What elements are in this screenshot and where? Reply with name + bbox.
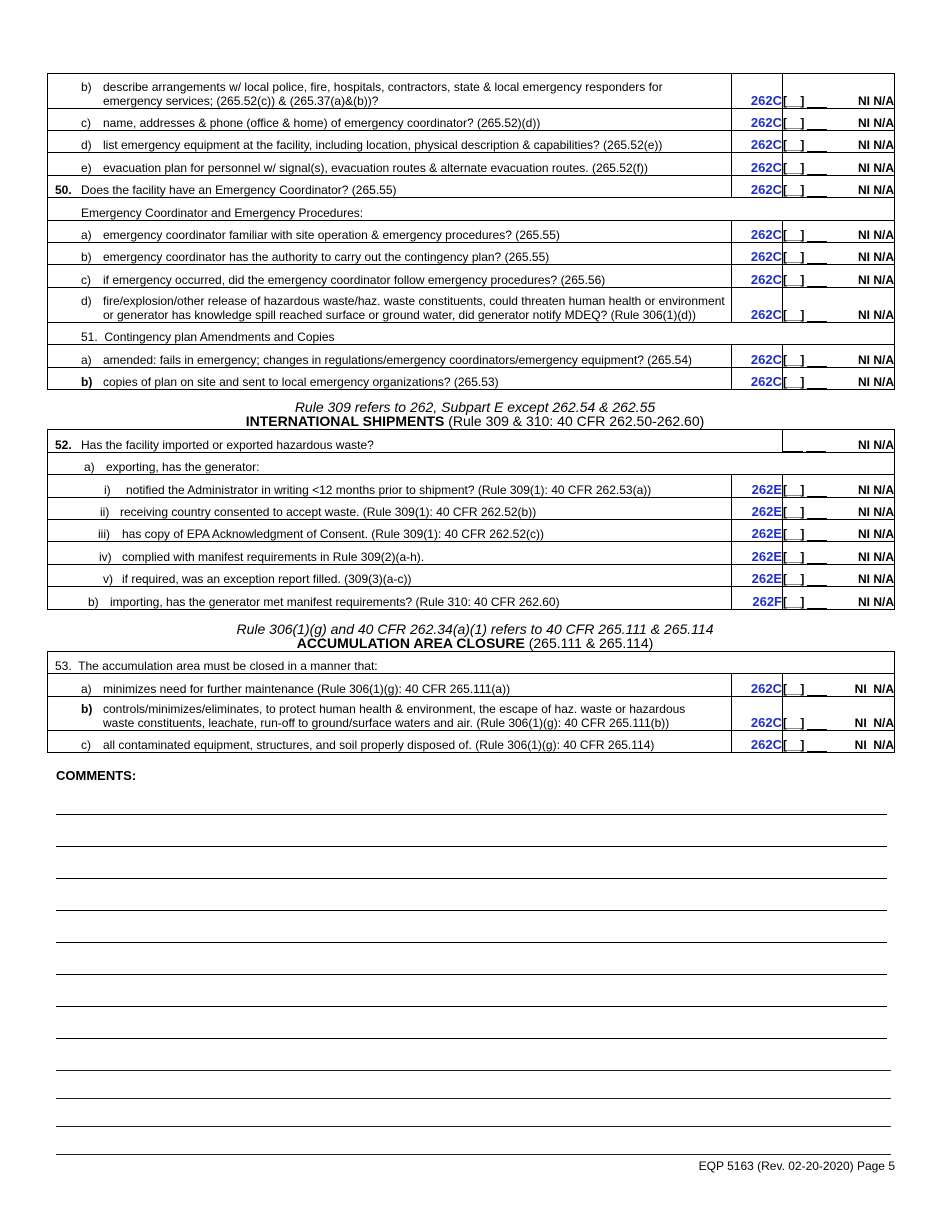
table-row xyxy=(48,265,895,288)
section-title: INTERNATIONAL SHIPMENTS xyxy=(245,413,445,429)
table-row xyxy=(48,109,895,131)
answer-cell[interactable] xyxy=(783,265,895,288)
code-cell: 262E xyxy=(732,498,783,520)
ni-option[interactable]: NI xyxy=(857,375,870,389)
ni-option[interactable]: NI xyxy=(857,505,870,519)
answer-cell[interactable] xyxy=(783,498,895,520)
subsection-heading: Emergency Coordinator and Emergency Procedures: xyxy=(48,198,895,221)
table-row xyxy=(48,453,895,475)
ni-option[interactable]: NI xyxy=(857,438,870,452)
question-text: name, addresses & phone (office & home) of emergency coordinator? (265.52)(d)) xyxy=(103,116,541,130)
question-text: has copy of EPA Acknowledgment of Consent. (Rule 309(1): 40 CFR 262.52(c)) xyxy=(122,527,544,541)
ni-option[interactable]: NI xyxy=(857,572,870,586)
table-row xyxy=(48,731,895,753)
item-label: iv) xyxy=(99,550,112,564)
ni-option[interactable]: NI xyxy=(854,716,867,730)
item-label: e) xyxy=(81,161,92,175)
ni-option[interactable]: NI xyxy=(857,595,870,609)
comments-label: COMMENTS: xyxy=(56,768,137,783)
comment-line[interactable] xyxy=(56,974,887,975)
question-text: all contaminated equipment, structures, and soil properly disposed of. (Rule 306(1)(g): 40 CFR 265.114) xyxy=(103,738,655,752)
na-option[interactable]: N/A xyxy=(873,308,894,322)
section-citation: (265.111 & 265.114) xyxy=(528,635,654,651)
code-cell: 262C xyxy=(732,221,783,243)
ni-option[interactable]: NI xyxy=(857,250,870,264)
question-text: emergency coordinator has the authority to carry out the contingency plan? (265.55) xyxy=(103,250,550,264)
comment-line[interactable] xyxy=(56,942,887,943)
na-option[interactable]: N/A xyxy=(873,375,894,389)
question-text-continued: emergency services; (265.52(c)) & (265.37(a)&(b))? xyxy=(103,94,379,108)
item-label: i) xyxy=(104,483,111,497)
comment-line[interactable] xyxy=(56,1070,891,1071)
checkbox[interactable]: [__] xyxy=(783,572,805,586)
accumulation-closure-table xyxy=(47,651,895,753)
code-cell: 262E xyxy=(732,475,783,498)
question-text: complied with manifest requirements in Rule 309(2)(a-h). xyxy=(122,550,425,564)
ni-option[interactable]: NI xyxy=(857,228,870,242)
item-label: c) xyxy=(81,273,91,287)
answer-cell[interactable] xyxy=(783,288,895,323)
na-option[interactable]: N/A xyxy=(873,353,894,367)
checkbox[interactable]: [__] xyxy=(783,595,805,609)
item-label: b) xyxy=(81,80,92,94)
answer-cell[interactable] xyxy=(783,697,895,731)
checkbox[interactable]: [__] xyxy=(783,308,805,322)
item-label: d) xyxy=(81,138,92,152)
checkbox[interactable]: [__] xyxy=(783,161,805,175)
na-option[interactable]: N/A xyxy=(873,138,894,152)
table-row xyxy=(48,430,895,453)
table-row xyxy=(48,153,895,176)
question-text: The accumulation area must be closed in a manner that: xyxy=(78,659,378,673)
code-cell: 262E xyxy=(732,542,783,565)
table-row xyxy=(48,323,895,345)
item-label: ii) xyxy=(100,505,110,519)
checkbox[interactable]: [__] xyxy=(783,138,805,152)
answer-cell[interactable] xyxy=(783,109,895,131)
code-cell: 262C xyxy=(732,288,783,323)
na-option[interactable]: N/A xyxy=(873,716,894,730)
answer-cell[interactable] xyxy=(783,520,895,542)
question-text: list emergency equipment at the facility, including location, physical description & capabilities? (265.52(e)) xyxy=(103,138,663,152)
na-option[interactable]: N/A xyxy=(873,572,894,586)
table-row xyxy=(48,345,895,368)
comment-line[interactable] xyxy=(56,878,887,879)
ni-option[interactable]: NI xyxy=(854,682,867,696)
table-row xyxy=(48,498,895,520)
item-label: d) xyxy=(81,294,92,308)
code-cell: 262C xyxy=(732,674,783,697)
checkbox[interactable]: [__] xyxy=(783,353,805,367)
answer-cell[interactable] xyxy=(783,176,895,198)
na-option[interactable]: N/A xyxy=(873,438,894,452)
checkbox[interactable]: [__] xyxy=(783,527,805,541)
answer-cell[interactable] xyxy=(783,542,895,565)
checkbox[interactable]: [__] xyxy=(783,682,805,696)
table-row xyxy=(48,697,895,731)
na-option[interactable]: N/A xyxy=(873,550,894,564)
question-text: Has the facility imported or exported hazardous waste? xyxy=(81,438,374,452)
code-cell: 262C xyxy=(732,265,783,288)
checkbox[interactable]: [__] xyxy=(783,273,805,287)
code-cell: 262C xyxy=(732,697,783,731)
table-row xyxy=(48,542,895,565)
checkbox[interactable]: [__] xyxy=(783,375,805,389)
rule-reference: Rule 309 refers to 262, Subpart E except 262.54 & 262.55 xyxy=(294,399,656,415)
table-row xyxy=(48,587,895,610)
international-shipments-heading xyxy=(0,400,950,428)
answer-cell[interactable] xyxy=(783,430,895,453)
question-text: emergency coordinator familiar with site operation & emergency procedures? (265.55) xyxy=(103,228,560,242)
checkbox[interactable]: [__] xyxy=(783,228,805,242)
ni-option[interactable]: NI xyxy=(857,550,870,564)
code-cell: 262C xyxy=(732,243,783,265)
checkbox[interactable]: [__] xyxy=(783,738,805,752)
na-option[interactable]: N/A xyxy=(873,183,894,197)
code-cell: 262F xyxy=(732,587,783,610)
na-option[interactable]: N/A xyxy=(873,250,894,264)
question-text: describe arrangements w/ local police, fire, hospitals, contractors, state & local emergency responders for xyxy=(103,80,663,94)
table-row xyxy=(48,520,895,542)
question-text: exporting, has the generator: xyxy=(106,460,260,474)
item-label: a) xyxy=(84,460,95,474)
item-label: b) xyxy=(81,250,92,264)
ni-option[interactable]: NI xyxy=(857,308,870,322)
yes-blank[interactable] xyxy=(783,441,803,452)
checkbox[interactable]: [__] xyxy=(783,505,805,519)
question-text-continued: waste constituents, leachate, run-off to ground/surface waters and air. (Rule 306(1)(g): 40 CFR 265.111(b)) xyxy=(103,716,670,730)
table-row xyxy=(48,243,895,265)
table-row xyxy=(48,652,895,674)
ni-option[interactable]: NI xyxy=(857,273,870,287)
ni-option[interactable]: NI xyxy=(857,116,870,130)
no-blank[interactable] xyxy=(806,441,826,452)
table-row xyxy=(48,74,895,109)
comment-line[interactable] xyxy=(56,1006,887,1007)
question-number: 51. xyxy=(81,330,98,344)
question-text: amended: fails in emergency; changes in regulations/emergency coordinators/emergency equipment? (265.54) xyxy=(103,353,693,367)
na-option[interactable]: N/A xyxy=(873,527,894,541)
checkbox[interactable]: [__] xyxy=(783,116,805,130)
na-option[interactable]: N/A xyxy=(873,228,894,242)
table-row xyxy=(48,565,895,587)
question-text: importing, has the generator met manifest requirements? (Rule 310: 40 CFR 262.60) xyxy=(110,595,560,609)
question-number: 53. xyxy=(55,659,72,673)
na-option[interactable]: N/A xyxy=(873,483,894,497)
answer-cell[interactable] xyxy=(783,587,895,610)
code-cell: 262E xyxy=(732,520,783,542)
comment-line[interactable] xyxy=(56,1098,891,1099)
code-cell: 262C xyxy=(732,74,783,109)
answer-cell[interactable] xyxy=(783,674,895,697)
table-row xyxy=(48,288,895,323)
ni-option[interactable]: NI xyxy=(857,483,870,497)
checkbox[interactable]: [__] xyxy=(783,183,805,197)
code-cell: 262C xyxy=(732,153,783,176)
na-option[interactable]: N/A xyxy=(873,595,894,609)
item-label: a) xyxy=(81,353,92,367)
ni-option[interactable]: NI xyxy=(857,353,870,367)
question-text: fire/explosion/other release of hazardous waste/haz. waste constituents, could threaten human health or environment xyxy=(103,294,725,308)
checkbox[interactable]: [__] xyxy=(783,716,805,730)
page-footer: EQP 5163 (Rev. 02-20-2020) Page 5 xyxy=(698,1159,895,1173)
emergency-procedures-table xyxy=(47,73,895,390)
ni-option[interactable]: NI xyxy=(857,161,870,175)
code-cell: 262C xyxy=(732,345,783,368)
answer-cell[interactable] xyxy=(783,731,895,753)
accumulation-closure-heading xyxy=(0,622,950,650)
question-text: if required, was an exception report filled. (309(3)(a-c)) xyxy=(122,572,412,586)
rule-reference: Rule 306(1)(g) and 40 CFR 262.34(a)(1) refers to 40 CFR 265.111 & 265.114 xyxy=(236,621,714,637)
na-option[interactable]: N/A xyxy=(873,116,894,130)
answer-cell[interactable] xyxy=(783,74,895,109)
table-row xyxy=(48,221,895,243)
table-row xyxy=(48,674,895,697)
ni-option[interactable]: NI xyxy=(857,183,870,197)
answer-cell[interactable] xyxy=(783,221,895,243)
question-text: Does the facility have an Emergency Coordinator? (265.55) xyxy=(81,183,397,197)
code-cell: 262C xyxy=(732,131,783,153)
question-text-continued: or generator has knowledge spill reached surface or ground water, did generator notify MDEQ? (Rule 306(1)(d)) xyxy=(103,308,696,322)
ni-option[interactable]: NI xyxy=(854,738,867,752)
question-text: notified the Administrator in writing <12 months prior to shipment? (Rule 309(1): 40 CFR 262.53(a)) xyxy=(126,483,652,497)
item-label: b) xyxy=(81,375,93,389)
na-option[interactable]: N/A xyxy=(873,738,894,752)
answer-cell[interactable] xyxy=(783,565,895,587)
question-number: 50. xyxy=(55,183,72,197)
ni-option[interactable]: NI xyxy=(857,138,870,152)
answer-cell[interactable] xyxy=(783,368,895,390)
comment-line[interactable] xyxy=(56,1154,891,1155)
answer-cell[interactable] xyxy=(783,345,895,368)
code-cell: 262E xyxy=(732,565,783,587)
question-text: evacuation plan for personnel w/ signal(s), evacuation routes & alternate evacuation routes. (265.52(f)) xyxy=(103,161,648,175)
code-cell: 262C xyxy=(732,368,783,390)
checkbox[interactable]: [__] xyxy=(783,483,805,497)
international-shipments-table xyxy=(47,429,895,610)
checkbox[interactable]: [__] xyxy=(783,550,805,564)
answer-cell[interactable] xyxy=(783,475,895,498)
answer-cell[interactable] xyxy=(783,153,895,176)
checkbox[interactable]: [__] xyxy=(783,94,805,108)
question-text: receiving country consented to accept waste. (Rule 309(1): 40 CFR 262.52(b)) xyxy=(120,505,537,519)
answer-cell[interactable] xyxy=(783,243,895,265)
code-cell: 262C xyxy=(732,731,783,753)
table-row xyxy=(48,198,895,221)
table-row xyxy=(48,176,895,198)
item-label: c) xyxy=(81,738,91,752)
section-citation: (Rule 309 & 310: 40 CFR 262.50-262.60) xyxy=(448,413,705,429)
item-label: c) xyxy=(81,116,91,130)
table-row xyxy=(48,475,895,498)
item-label: b) xyxy=(88,595,99,609)
item-label: v) xyxy=(103,572,113,586)
question-text: copies of plan on site and sent to local emergency organizations? (265.53) xyxy=(103,375,499,389)
table-row xyxy=(48,368,895,390)
item-label: b) xyxy=(81,702,93,716)
comment-line[interactable] xyxy=(56,1038,887,1039)
item-label: a) xyxy=(81,682,92,696)
question-number: 52. xyxy=(55,438,72,452)
question-text: controls/minimizes/eliminates, to protect human health & environment, the escape of haz. waste or hazardous xyxy=(103,702,686,716)
na-option[interactable]: N/A xyxy=(873,682,894,696)
code-cell: 262C xyxy=(732,109,783,131)
answer-cell[interactable] xyxy=(783,131,895,153)
comment-line[interactable] xyxy=(56,846,887,847)
section-title: ACCUMULATION AREA CLOSURE xyxy=(296,635,525,651)
question-text: if emergency occurred, did the emergency coordinator follow emergency procedures? (265.56) xyxy=(103,273,606,287)
question-text: minimizes need for further maintenance (Rule 306(1)(g): 40 CFR 265.111(a)) xyxy=(103,682,511,696)
code-cell: 262C xyxy=(732,176,783,198)
item-label: iii) xyxy=(98,527,110,541)
na-option[interactable]: N/A xyxy=(873,94,894,108)
comment-line[interactable] xyxy=(56,1126,891,1127)
comment-line[interactable] xyxy=(56,910,887,911)
na-option[interactable]: N/A xyxy=(873,505,894,519)
checkbox[interactable]: [__] xyxy=(783,250,805,264)
na-option[interactable]: N/A xyxy=(873,161,894,175)
table-row xyxy=(48,131,895,153)
ni-option[interactable]: NI xyxy=(857,94,870,108)
ni-option[interactable]: NI xyxy=(857,527,870,541)
item-label: a) xyxy=(81,228,92,242)
na-option[interactable]: N/A xyxy=(873,273,894,287)
question-text: Contingency plan Amendments and Copies xyxy=(104,330,335,344)
comment-line[interactable] xyxy=(56,814,887,815)
